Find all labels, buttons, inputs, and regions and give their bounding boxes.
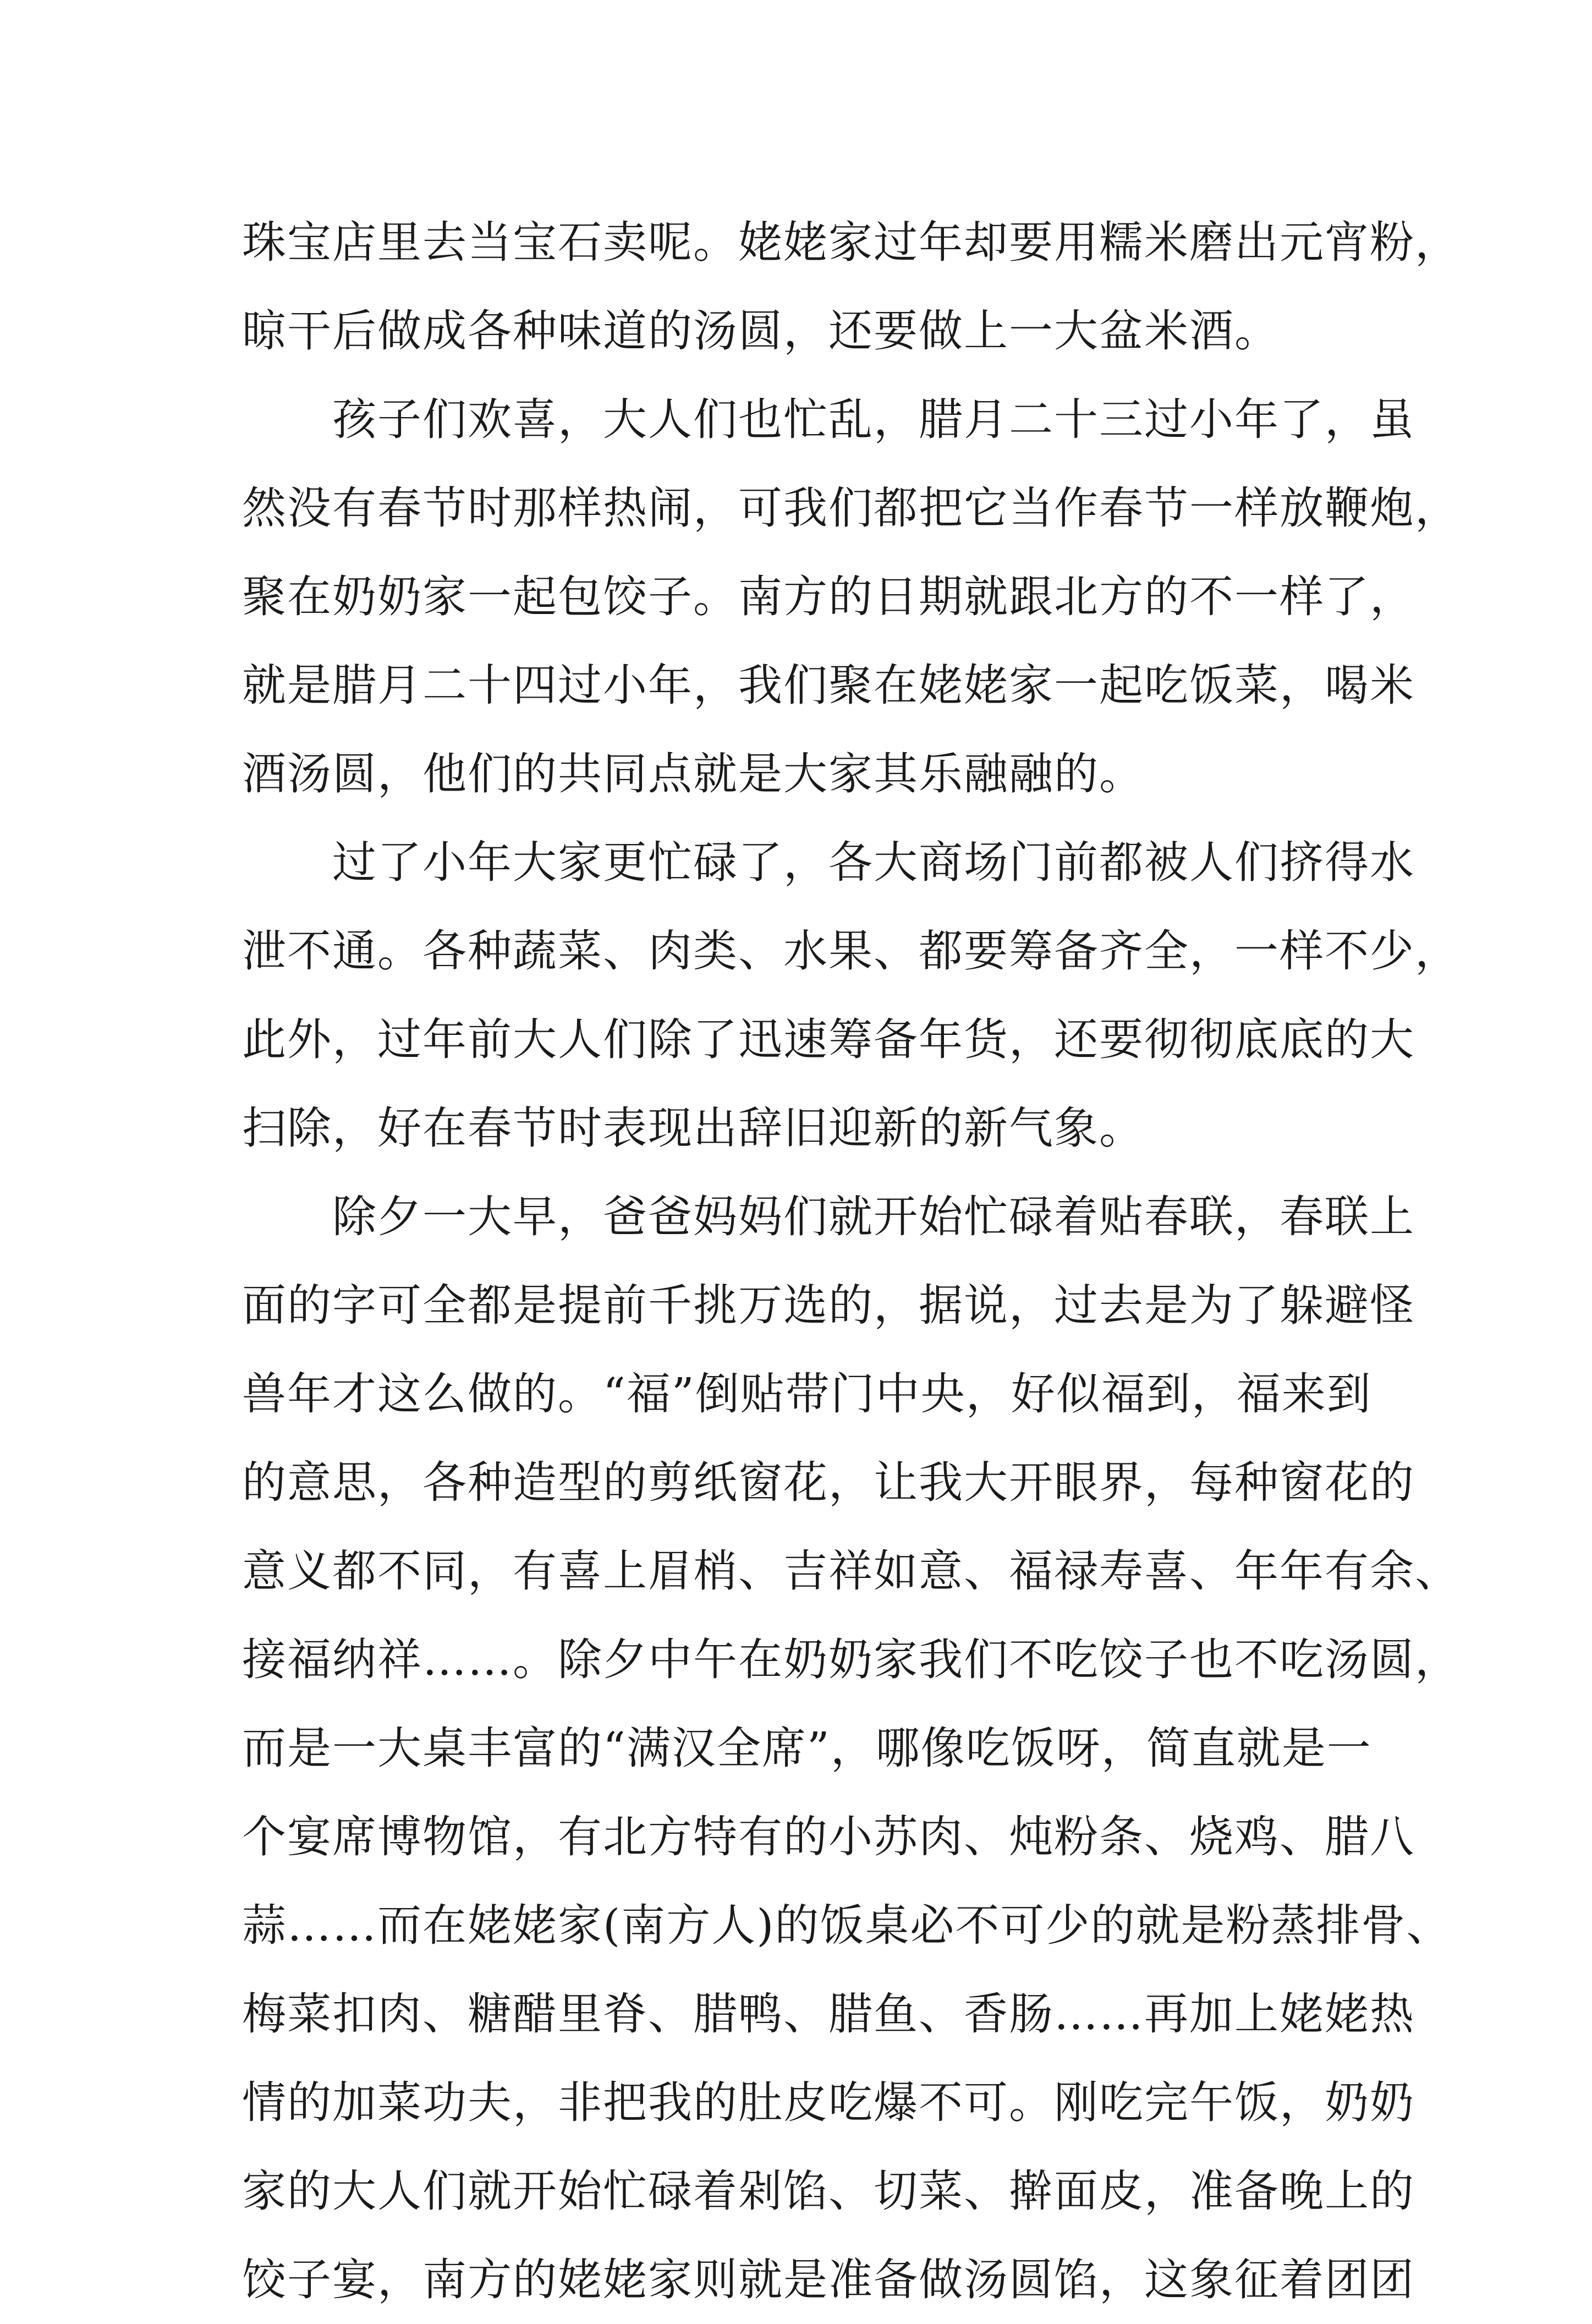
text-line: 就是腊月二十四过小年，我们聚在姥姥家一起吃饭菜，喝米 bbox=[242, 660, 1415, 711]
paragraph-start-line: 孩子们欢喜，大人们也忙乱，腊月二十三过小年了，虽 bbox=[332, 394, 1415, 445]
text-line: 扫除，好在春节时表现出辞旧迎新的新气象。 bbox=[242, 1103, 1144, 1154]
text-line: 而是一大桌丰富的“满汉全席”，哪像吃饭呀，简直就是一 bbox=[242, 1723, 1372, 1774]
text-line: 然没有春节时那样热闹，可我们都把它当作春节一样放鞭炮， bbox=[242, 483, 1460, 534]
text-line: 酒汤圆，他们的共同点就是大家其乐融融的。 bbox=[242, 748, 1144, 799]
text-line: 接福纳祥……。除夕中午在奶奶家我们不吃饺子也不吃汤圆， bbox=[242, 1634, 1460, 1685]
text-line: 情的加菜功夫，非把我的肚皮吃爆不可。刚吃完午饭，奶奶 bbox=[242, 2077, 1415, 2128]
text-line: 面的字可全都是提前千挑万选的，据说，过去是为了躲避怪 bbox=[242, 1280, 1415, 1331]
paragraph-start-line: 过了小年大家更忙碌了，各大商场门前都被人们挤得水 bbox=[332, 837, 1415, 888]
body-text bbox=[242, 198, 1460, 2324]
paragraph-start-line: 除夕一大早，爸爸妈妈们就开始忙碌着贴春联，春联上 bbox=[332, 1191, 1415, 1242]
text-line: 珠宝店里去当宝石卖呢。姥姥家过年却要用糯米磨出元宵粉， bbox=[242, 217, 1460, 268]
text-line: 蒜……而在姥姥家(南方人)的饭桌必不可少的就是粉蒸排骨、 bbox=[242, 1900, 1452, 1951]
text-line: 泄不通。各种蔬菜、肉类、水果、都要筹备齐全，一样不少， bbox=[242, 925, 1460, 977]
text-line: 家的大人们就开始忙碌着剁馅、切菜、擀面皮，准备晚上的 bbox=[242, 2166, 1415, 2217]
text-line: 聚在奶奶家一起包饺子。南方的日期就跟北方的不一样了， bbox=[242, 571, 1415, 622]
text-line: 此外，过年前大人们除了迅速筹备年货，还要彻彻底底的大 bbox=[242, 1014, 1415, 1065]
text-line: 兽年才这么做的。“福”倒贴带门中央，好似福到，福来到 bbox=[242, 1368, 1372, 1419]
text-line: 饺子宴，南方的姥姥家则就是准备做汤圆馅，这象征着团团 bbox=[242, 2254, 1415, 2305]
text-line: 的意思，各种造型的剪纸窗花，让我大开眼界，每种窗花的 bbox=[242, 1457, 1415, 1508]
text-line: 意义都不同，有喜上眉梢、吉祥如意、福禄寿喜、年年有余、 bbox=[242, 1545, 1460, 1597]
text-line: 晾干后做成各种味道的汤圆，还要做上一大盆米酒。 bbox=[242, 305, 1280, 357]
text-line: 个宴席博物馆，有北方特有的小苏肉、炖粉条、烧鸡、腊八 bbox=[242, 1811, 1415, 1862]
text-line: 梅菜扣肉、糖醋里脊、腊鸭、腊鱼、香肠……再加上姥姥热 bbox=[242, 1988, 1415, 2040]
